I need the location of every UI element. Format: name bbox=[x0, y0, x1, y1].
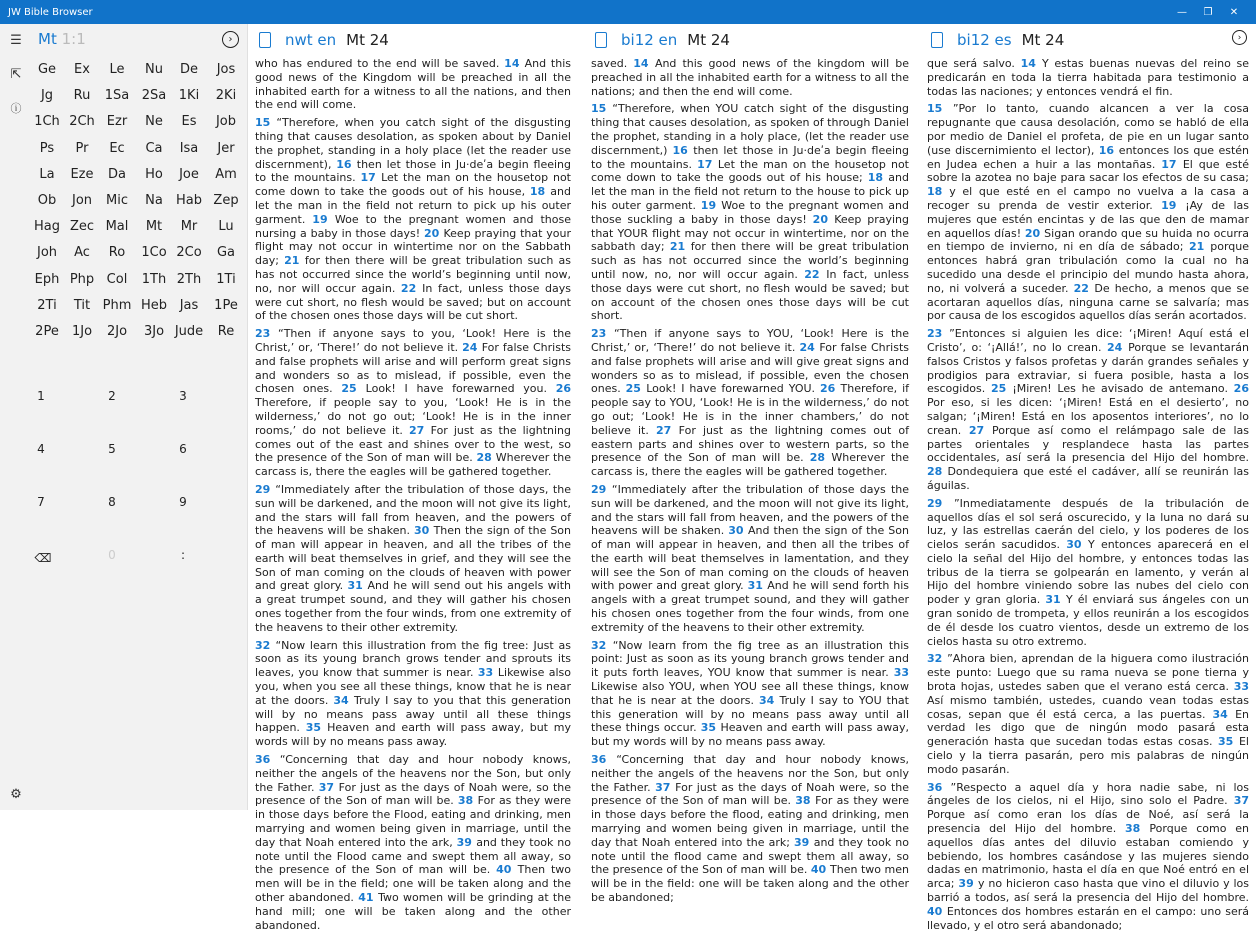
verse-number[interactable]: 18 bbox=[927, 185, 950, 199]
book-2ch[interactable]: 2Ch bbox=[69, 114, 95, 130]
paragraph bbox=[255, 639, 571, 749]
book-1sa[interactable]: 1Sa bbox=[104, 88, 130, 104]
paragraph bbox=[591, 639, 909, 749]
verse-number[interactable]: 20 bbox=[1024, 226, 1045, 240]
verse-text: “Then if anyone says to you, ‘Look! Here is the Christ,’ or, ‘There!’ do not believe it. bbox=[255, 327, 572, 354]
verse-text: For just as the days of Noah were, so the presence of the Son of man will be. bbox=[255, 780, 571, 808]
verse-text: For just as the days of Noah were, so the presence of the Son of man will be. bbox=[591, 780, 909, 808]
verse-text: For false Christs and false prophets will arise and will give great signs and wonders so as to mislead, if possible, even the chosen ones. bbox=[591, 340, 910, 396]
verse-number[interactable]: 16 bbox=[1098, 143, 1119, 157]
navigation-pane bbox=[0, 24, 248, 810]
book-job[interactable]: Job bbox=[215, 114, 237, 130]
book-ne[interactable]: Ne bbox=[145, 114, 163, 130]
book-1th[interactable]: 1Th bbox=[141, 271, 167, 287]
verse-text: Así mismo también, ustedes, cuando vean todas estas cosas, sepan que él está cerca, a las puertas. bbox=[927, 693, 1249, 721]
verse-text: Then two men will be in the field; one will be taken along and the other abandoned. bbox=[255, 863, 571, 905]
paragraph bbox=[255, 327, 571, 479]
verse-text: Heaven and earth will pass away, but my words will by no means pass away. bbox=[255, 721, 571, 749]
paragraph bbox=[927, 327, 1249, 493]
column-3-version: bi12 es bbox=[957, 31, 1012, 49]
book-1ti[interactable]: 1Ti bbox=[216, 271, 236, 287]
column-2-header[interactable] bbox=[595, 30, 730, 50]
book-ezr[interactable]: Ezr bbox=[106, 114, 128, 130]
column-1-reference: Mt 24 bbox=[346, 31, 389, 49]
maximize-icon[interactable]: ❐ bbox=[1203, 6, 1213, 18]
verse-number[interactable]: 31 bbox=[747, 579, 768, 593]
bible-book-icon bbox=[931, 32, 943, 48]
verse-text: Wherever the carcass is, there the eagles will be gathered together. bbox=[255, 451, 571, 479]
book-na[interactable]: Na bbox=[145, 193, 163, 208]
verse-text: El que esté sobre la azotea no baje para sacar los efectos de su casa; bbox=[927, 157, 1249, 185]
verse-number[interactable]: 32 bbox=[927, 652, 948, 666]
verse-text: y no hicieron caso hasta que vino el diluvio y los barrió a todos, así será la presencia del Hijo del hombre. bbox=[927, 877, 1249, 905]
verse-text: ”Entonces si alguien les dice: ‘¡Miren! Aquí está el Cristo’, o: ‘¡Allá!’, no lo crean. bbox=[927, 327, 1250, 354]
book-ob[interactable]: Ob bbox=[37, 193, 57, 208]
icon-rail bbox=[0, 24, 32, 810]
verse-number[interactable]: 20 bbox=[812, 212, 835, 226]
verse-number[interactable]: 25 bbox=[990, 382, 1013, 396]
book-es[interactable]: Es bbox=[181, 114, 197, 130]
verse-text: que será salvo. bbox=[927, 57, 1021, 70]
backspace-icon[interactable]: ⌫ bbox=[34, 551, 52, 565]
verse-number[interactable]: 35 bbox=[700, 721, 721, 735]
verse-text: Dondequiera que esté el cadáver, allí se reunirán las águilas. bbox=[927, 465, 1249, 492]
verse-text: Porque como en aquellos días antes del diluvio estaban comiendo y bebiendo, los hombres casándose y las mujeres siendo dadas en matrimonio, hasta el día en que Noé entró en el arca; bbox=[927, 822, 1249, 891]
verse-number[interactable]: 32 bbox=[255, 638, 276, 652]
verse-text: for then there will be great tribulation such as has not occurred since the world’s beginning until now, no, nor will occur again. bbox=[255, 254, 571, 295]
verse-number[interactable]: 23 bbox=[927, 327, 950, 341]
verse-text: ¡Miren! Les he avisado de antemano. bbox=[1012, 382, 1234, 396]
paragraph bbox=[927, 102, 1249, 323]
verse-text: and let the man in the field not return to pick up his outer garment. bbox=[255, 185, 571, 226]
verse-number[interactable]: 22 bbox=[804, 267, 827, 281]
verse-text: and they took no note until the flood came and swept them all away, so the presence of the Son of man will be. bbox=[591, 835, 910, 877]
bible-book-icon bbox=[259, 32, 271, 48]
column-2-reference: Mt 24 bbox=[687, 31, 730, 49]
verse-number[interactable]: 16 bbox=[672, 143, 694, 157]
book-jon[interactable]: Jon bbox=[71, 193, 93, 208]
hamburger-menu-icon[interactable]: ☰ bbox=[10, 32, 22, 48]
verse-number[interactable]: 38 bbox=[457, 794, 478, 808]
keypad-8[interactable]: 8 bbox=[108, 495, 116, 509]
book-2th[interactable]: 2Th bbox=[176, 271, 202, 287]
book-2jo[interactable]: 2Jo bbox=[106, 324, 128, 339]
verse-number[interactable]: 23 bbox=[591, 327, 614, 341]
verse-text: porque entonces habrá gran tribulación como la cual no ha sucedido una desde el principio del mundo hasta ahora, no, ni volverá a suceder. bbox=[927, 240, 1249, 295]
verse-text: then let those in Ju·deʹa begin fleeing to the mountains. bbox=[255, 157, 571, 185]
verse-number[interactable]: 38 bbox=[795, 794, 816, 808]
verse-number[interactable]: 21 bbox=[1189, 240, 1211, 254]
verse-number[interactable]: 36 bbox=[927, 780, 951, 794]
window-title: JW Bible Browser bbox=[8, 6, 93, 18]
verse-number[interactable]: 29 bbox=[591, 482, 612, 496]
verse-number[interactable]: 15 bbox=[591, 102, 613, 116]
verse-text: For just as the lightning comes out of the east and shines over to the west, so the presence of the Son of man will be. bbox=[255, 423, 571, 465]
verse-number[interactable]: 14 bbox=[633, 57, 655, 70]
verse-number[interactable]: 33 bbox=[477, 666, 498, 680]
book-zec[interactable]: Zec bbox=[69, 219, 95, 235]
paragraph bbox=[927, 57, 1249, 98]
column-1-header[interactable] bbox=[259, 30, 389, 50]
bible-book-icon bbox=[595, 32, 607, 48]
paragraph bbox=[591, 102, 909, 323]
verse-text: And this good news of the Kingdom will be preached in all the inhabited earth for a witness to all the nations, and then the end will come. bbox=[255, 57, 572, 112]
column-2-version: bi12 en bbox=[621, 31, 678, 49]
verse-number[interactable]: 34 bbox=[333, 693, 354, 707]
verse-text: Truly I say to you that this generation will by no means pass away until all these things happen. bbox=[255, 693, 571, 735]
verse-text: For just as the lightning comes out of eastern parts and shines over to western parts, so the presence of the Son of man will be. bbox=[591, 423, 909, 465]
verse-text: then let those in Ju·deʹa begin fleeing to the mountains. bbox=[591, 143, 909, 171]
verse-text: “Now learn from the fig tree as an illustration this point: Just as soon as its young branch grows tender and it puts forth leaves, YOU know that summer is near. bbox=[591, 638, 910, 680]
verse-number[interactable]: 39 bbox=[794, 835, 814, 849]
verse-text: Keep praying that YOUR flight may not occur in wintertime, nor on the sabbath day; bbox=[591, 212, 910, 254]
verse-number[interactable]: 27 bbox=[655, 423, 679, 437]
verse-text: El cielo y la tierra pasarán, pero mis palabras de ningún modo pasarán. bbox=[927, 735, 1249, 776]
keypad-colon[interactable]: : bbox=[180, 548, 186, 562]
book-zep[interactable]: Zep bbox=[213, 193, 239, 208]
verse-text: Sigan orando que su huida no ocurra en tiempo de invierno, ni en día de sábado; bbox=[927, 226, 1249, 254]
verse-text: saved. bbox=[591, 57, 634, 70]
verse-text: “Then if anyone says to YOU, ‘Look! Here is the Christ,’ or, ‘There!’ do not believe it. bbox=[591, 327, 909, 354]
column-3-reference: Mt 24 bbox=[1021, 31, 1065, 49]
keypad-6[interactable]: 6 bbox=[179, 442, 187, 456]
verse-text: Y él enviará sus ángeles con un gran sonido de trompeta, y ellos reunirán a los escogidos de él desde los cuatro vientos, desde un extremo de los cielos hasta su otro extremo. bbox=[927, 593, 1249, 648]
verse-text: In fact, unless those days were cut short, no flesh would be saved; but on account of the chosen ones those days will be cut short. bbox=[591, 267, 910, 323]
book-2ki[interactable]: 2Ki bbox=[215, 88, 237, 104]
verse-text: Truly I say to YOU that this generation will by no means pass away until all these things occur. bbox=[591, 693, 909, 735]
settings-gear-icon[interactable]: ⚙ bbox=[10, 786, 22, 802]
verse-text: For as they were in those days before the Flood, eating and drinking, men marrying and women being given in marriage, until the day that Noah entered into the ark, bbox=[255, 794, 571, 849]
book-jas[interactable]: Jas bbox=[179, 297, 199, 313]
paragraph bbox=[591, 57, 909, 98]
verse-number[interactable]: 22 bbox=[1073, 281, 1095, 295]
book-nu[interactable]: Nu bbox=[145, 62, 163, 77]
verse-text: “Therefore, when YOU catch sight of the disgusting thing that causes desolation, as spoken of through Daniel the prophet, standing in a holy place, (let the reader use discernment,) bbox=[591, 102, 909, 157]
verse-number[interactable]: 19 bbox=[700, 198, 722, 212]
verse-number[interactable]: 14 bbox=[1020, 57, 1042, 70]
keypad-2[interactable]: 2 bbox=[108, 389, 116, 403]
verse-number[interactable]: 17 bbox=[1161, 157, 1183, 171]
column-1-text bbox=[255, 57, 571, 936]
verse-number[interactable]: 15 bbox=[255, 116, 277, 130]
verse-text: “Concerning that day and hour nobody knows, neither the angels of the heavens nor the Son, but only the Father. bbox=[255, 753, 572, 794]
close-icon[interactable]: ✕ bbox=[1229, 6, 1239, 18]
book-joe[interactable]: Joe bbox=[179, 166, 199, 182]
verse-text: and let the man in the field not return to the house to pick up his outer garment. bbox=[591, 171, 909, 212]
verse-text: Let the man on the housetop not come down to take the goods out of his house, bbox=[255, 171, 571, 199]
keypad-0[interactable]: 0 bbox=[108, 548, 116, 562]
book-2ti[interactable]: 2Ti bbox=[37, 297, 57, 313]
verse-number[interactable]: 28 bbox=[809, 451, 832, 465]
verse-text: In fact, unless those days were cut short, no flesh would be saved; but on account of the chosen ones those days will be cut short. bbox=[255, 281, 571, 323]
verse-number[interactable]: 30 bbox=[413, 524, 434, 538]
verse-number[interactable]: 36 bbox=[591, 753, 617, 767]
verse-text: Por eso, si les dicen: ‘¡Miren! Está en el desierto’, no salgan; ‘¡Miren! Está en los aposentos interiores’, no lo crean. bbox=[927, 396, 1249, 437]
verse-number[interactable]: 18 bbox=[867, 171, 889, 185]
book-am[interactable]: Am bbox=[215, 166, 237, 182]
keypad-4[interactable]: 4 bbox=[37, 442, 45, 456]
verse-number[interactable]: 21 bbox=[669, 240, 691, 254]
verse-number[interactable]: 15 bbox=[927, 102, 953, 116]
book-mt[interactable]: Mt bbox=[145, 219, 163, 235]
book-jer[interactable]: Jer bbox=[217, 140, 235, 156]
verse-text: for then there will be great tribulation such as has not occurred since the world’s beginning until now, no, nor will occur again. bbox=[591, 240, 909, 281]
pin-icon[interactable]: ⇱ bbox=[10, 66, 22, 82]
book-hab[interactable]: Hab bbox=[176, 193, 202, 208]
book-mic[interactable]: Mic bbox=[106, 193, 128, 208]
verse-number[interactable]: 41 bbox=[358, 891, 379, 905]
verse-text: ”Por lo tanto, cuando alcancen a ver la cosa repugnante que causa desolación, como se habló de ella por medio de Daniel el profeta, de pie en un lugar santo (use discernimiento el lector), bbox=[927, 102, 1249, 157]
verse-text: entonces los que estén en Judea echen a huir a las montañas. bbox=[927, 143, 1249, 171]
column-1 bbox=[249, 24, 575, 932]
book-jg[interactable]: Jg bbox=[40, 88, 54, 104]
verse-number[interactable]: 40 bbox=[496, 863, 518, 877]
verse-text: ¡Ay de las mujeres que estén encintas y de las que den de mamar en aquellos días! bbox=[927, 198, 1250, 240]
verse-text: “Therefore, when you catch sight of the disgusting thing that causes desolation, as spoken about by Daniel the prophet, standing in a holy place (let the reader use discernment), bbox=[255, 116, 571, 171]
paragraph bbox=[927, 497, 1249, 649]
verse-text: For as they were in those days before the flood, eating and drinking, men marrying and women being given in marriage, until the day that Noah entered into the ark; bbox=[591, 794, 910, 849]
verse-text: Wherever the carcass is, there the eagles will be gathered together. bbox=[591, 451, 909, 479]
verse-text: “Now learn this illustration from the fig tree: Just as soon as its young branch grows tender and sprouts its leaves, you know that summer is near. bbox=[255, 638, 571, 680]
verse-number[interactable]: 32 bbox=[591, 638, 613, 652]
paragraph bbox=[255, 57, 571, 112]
next-chapter-icon[interactable]: › bbox=[1232, 30, 1247, 45]
paragraph bbox=[927, 781, 1249, 933]
verse-number[interactable]: 27 bbox=[968, 423, 993, 437]
keypad-3[interactable]: 3 bbox=[179, 389, 187, 403]
verse-number[interactable]: 36 bbox=[255, 753, 280, 767]
verse-number[interactable]: 31 bbox=[347, 579, 368, 593]
book-ru[interactable]: Ru bbox=[73, 88, 91, 104]
book-1jo[interactable]: 1Jo bbox=[71, 324, 93, 339]
verse-text: Therefore, if people say to you, ‘Look! He is in the wilderness,’ do not go out; ‘Look! He is in the inner rooms,’ do not believe it. bbox=[255, 396, 571, 437]
column-3 bbox=[921, 24, 1256, 932]
book-isa[interactable]: Isa bbox=[179, 140, 199, 156]
book-pr[interactable]: Pr bbox=[75, 140, 89, 156]
keypad-7[interactable]: 7 bbox=[37, 495, 45, 509]
verse-number[interactable]: 22 bbox=[400, 281, 423, 295]
paragraph bbox=[927, 652, 1249, 776]
book-re[interactable]: Re bbox=[217, 324, 235, 339]
book-da[interactable]: Da bbox=[108, 166, 126, 182]
verse-text: Therefore, if people say to YOU, ‘Look! He is in the wilderness,’ do not go out; ‘Look! He is in the inner chambers,’ do not believe it. bbox=[591, 382, 909, 437]
verse-text: Keep praying that your flight may not occur in wintertime nor on the Sabbath day; bbox=[255, 226, 571, 268]
verse-number[interactable]: 26 bbox=[1233, 382, 1249, 396]
verse-text: Then two men will be in the field: one will be taken along and the other be abandoned; bbox=[591, 863, 910, 905]
book-ac[interactable]: Ac bbox=[74, 245, 90, 261]
verse-number[interactable]: 35 bbox=[305, 721, 328, 735]
verse-text: y el que esté en el campo no vuelva a la casa a recoger su prenda de vestir exterior. bbox=[927, 185, 1250, 212]
verse-number[interactable]: 29 bbox=[927, 496, 954, 510]
verse-number[interactable]: 35 bbox=[1217, 735, 1239, 749]
paragraph bbox=[255, 753, 571, 932]
verse-number[interactable]: 28 bbox=[927, 465, 948, 479]
verse-number[interactable]: 29 bbox=[255, 482, 276, 496]
book-joh[interactable]: Joh bbox=[36, 245, 58, 261]
verse-text: Likewise also you, when you see all these things, know that he is near at the doors. bbox=[255, 666, 571, 707]
keypad-1[interactable]: 1 bbox=[37, 389, 45, 403]
verse-number[interactable]: 25 bbox=[625, 382, 647, 396]
book-ca[interactable]: Ca bbox=[145, 140, 163, 156]
book-ps[interactable]: Ps bbox=[39, 140, 55, 156]
book-ge[interactable]: Ge bbox=[37, 62, 57, 77]
book-la[interactable]: La bbox=[39, 166, 55, 182]
verse-text: “Immediately after the tribulation of those days the sun will be darkened, and the moon will not give its light, and the stars will fall from heaven, and the powers of the heavens will be shaken. bbox=[591, 482, 909, 538]
verse-text: De hecho, a menos que se acortaran aquellos días, ninguna carne se salvaría; mas por causa de los escogidos aquellos días serán acortados. bbox=[927, 281, 1249, 323]
verse-number[interactable]: 31 bbox=[1045, 593, 1066, 607]
keypad-9[interactable]: 9 bbox=[179, 495, 187, 509]
book-eph[interactable]: Eph bbox=[34, 271, 60, 287]
verse-number[interactable]: 30 bbox=[728, 524, 748, 538]
verse-text: ”Inmediatamente después de la tribulación de aquellos días el sol será oscurecido, y la luna no dará su luz, y las estrellas caerán del cielo, y los poderes de los cielos serán sacudidos. bbox=[927, 496, 1249, 552]
verse-text: “Concerning that day and hour nobody knows, neither the angels of the heavens nor the Son, but only the Father. bbox=[591, 753, 909, 794]
verse-number[interactable]: 40 bbox=[927, 904, 947, 918]
book-1co[interactable]: 1Co bbox=[141, 245, 167, 261]
paragraph bbox=[591, 483, 909, 635]
verse-number[interactable]: 17 bbox=[697, 157, 718, 171]
book-mr[interactable]: Mr bbox=[180, 219, 198, 235]
paragraph bbox=[255, 483, 571, 635]
verse-text: Porque se levantarán falsos Cristos y falsos profetas y darán grandes señales y prodigios para extraviar, si fuera posible, hasta a los escogidos. bbox=[927, 340, 1250, 396]
book-le[interactable]: Le bbox=[109, 62, 125, 77]
verse-text: Entonces dos hombres estarán en el campo: uno será llevado, y el otro será abandonado; bbox=[927, 904, 1249, 932]
paragraph bbox=[591, 327, 909, 479]
verse-number[interactable]: 27 bbox=[408, 423, 431, 437]
title-bar bbox=[0, 0, 1256, 24]
book-lu[interactable]: Lu bbox=[218, 219, 234, 235]
book-mal[interactable]: Mal bbox=[105, 219, 129, 235]
book-3jo[interactable]: 3Jo bbox=[143, 324, 165, 339]
verse-text: “Immediately after the tribulation of those days, the sun will be darkened, and the moon will not give its light, and the stars will fall from heaven, and the powers of the heavens will be shaken. bbox=[255, 482, 571, 538]
verse-number[interactable]: 24 bbox=[1106, 340, 1129, 354]
verse-number[interactable]: 33 bbox=[1233, 680, 1249, 694]
book-eze[interactable]: Eze bbox=[70, 166, 94, 182]
verse-number[interactable]: 39 bbox=[958, 877, 978, 891]
book-jos[interactable]: Jos bbox=[216, 62, 236, 77]
book-php[interactable]: Php bbox=[69, 271, 95, 287]
verse-text: Heaven and earth will pass away, but my words will by no means pass away. bbox=[591, 721, 909, 749]
verse-text: ”Respecto a aquel día y hora nadie sabe, ni los ángeles de los cielos, ni el Hijo, sino solo el Padre. bbox=[927, 780, 1249, 808]
verse-number[interactable]: 17 bbox=[360, 171, 382, 185]
current-book: Mt bbox=[38, 30, 57, 48]
column-2-text bbox=[591, 57, 909, 909]
verse-number[interactable]: 39 bbox=[456, 835, 477, 849]
verse-text: And he will send out his angels with a great trumpet sound, and they will gather his chosen ones together from the four winds, from one extremity of the heavens to their other extremity. bbox=[255, 579, 571, 634]
verse-number[interactable]: 37 bbox=[1233, 794, 1249, 808]
verse-text: Porque así como el relámpago sale de las partes orientales y resplandece hasta las partes occidentales, así será la presencia del Hijo del hombre. bbox=[927, 423, 1249, 465]
verse-text: En verdad les digo que de ningún modo pasará esta generación hasta que sucedan todas estas cosas. bbox=[927, 707, 1249, 749]
column-2 bbox=[585, 24, 911, 905]
verse-text: Likewise also YOU, when YOU see all these things, know that he is near at the doors. bbox=[591, 680, 909, 707]
book-heb[interactable]: Heb bbox=[140, 297, 168, 313]
verse-number[interactable]: 24 bbox=[462, 340, 482, 354]
current-reference bbox=[38, 30, 86, 48]
verse-number[interactable]: 37 bbox=[655, 780, 676, 794]
verse-text: ”Ahora bien, aprendan de la higuera como ilustración este punto: Luego que su rama nueva se pone tierna y brota hojas, ustedes saben que el verano está cerca. bbox=[927, 652, 1249, 694]
verse-number[interactable]: 19 bbox=[312, 212, 335, 226]
verse-number[interactable]: 34 bbox=[758, 693, 780, 707]
verse-number[interactable]: 37 bbox=[318, 780, 339, 794]
book-1pe[interactable]: 1Pe bbox=[214, 297, 238, 313]
verse-text: And then the sign of the Son of man will appear in heaven, and then all the tribes of the earth will beat themselves in lamentation, and they will see the Son of man coming on the clouds of heaven with power and great glory. bbox=[591, 524, 909, 593]
verse-number[interactable]: 20 bbox=[424, 226, 444, 240]
verse-text: And he will send forth his angels with a great trumpet sound, and they will gather his chosen ones together from the four winds, from one extremity of the heavens to their other extremity. bbox=[591, 579, 910, 634]
verse-number[interactable]: 34 bbox=[1212, 707, 1236, 721]
verse-text: Let the man on the housetop not come down to take the goods out of his house; bbox=[591, 157, 909, 185]
verse-text: For false Christs and false prophets will arise and will perform great signs and wonders so as to mislead, if possible, even the chosen ones. bbox=[255, 340, 572, 396]
column-3-text bbox=[927, 57, 1249, 936]
book-jude[interactable]: Jude bbox=[174, 324, 204, 339]
verse-text: and they took no note until the Flood came and swept them all away, so the presence of the Son of man will be. bbox=[255, 835, 572, 877]
paragraph bbox=[591, 753, 909, 905]
verse-text: who has endured to the end will be saved. bbox=[255, 57, 505, 70]
verse-text: Then the sign of the Son of man will appear in heaven, and all the tribes of the earth will beat themselves in grief, and they will see the Son of man coming on the clouds of heaven with power and great glory. bbox=[255, 524, 572, 593]
book-ec[interactable]: Ec bbox=[109, 140, 125, 156]
book-1ki[interactable]: 1Ki bbox=[178, 88, 200, 104]
verse-text: Look! I have forewarned YOU. bbox=[646, 382, 820, 396]
current-chapter-verse: 1:1 bbox=[61, 30, 86, 48]
book-ho[interactable]: Ho bbox=[145, 166, 163, 182]
verse-number[interactable]: 14 bbox=[504, 57, 525, 70]
verse-number[interactable]: 24 bbox=[799, 340, 820, 354]
book-2sa[interactable]: 2Sa bbox=[141, 88, 167, 104]
book-ro[interactable]: Ro bbox=[108, 245, 126, 261]
keypad-5[interactable]: 5 bbox=[108, 442, 116, 456]
book-de[interactable]: De bbox=[179, 62, 198, 77]
verse-number[interactable]: 38 bbox=[1124, 822, 1150, 836]
go-arrow-icon[interactable]: › bbox=[222, 31, 239, 48]
verse-number[interactable]: 23 bbox=[255, 327, 278, 341]
verse-text: And this good news of the kingdom will be preached in all the inhabited earth for a witness to all the nations; and then the end will come. bbox=[591, 57, 909, 98]
book-col[interactable]: Col bbox=[106, 271, 128, 287]
book-1ch[interactable]: 1Ch bbox=[34, 114, 60, 130]
book-2pe[interactable]: 2Pe bbox=[35, 324, 59, 339]
book-ex[interactable]: Ex bbox=[74, 62, 90, 77]
verse-number[interactable]: 21 bbox=[284, 254, 305, 268]
verse-number[interactable]: 26 bbox=[555, 382, 571, 396]
column-3-header[interactable] bbox=[931, 30, 1064, 50]
column-1-version: nwt en bbox=[285, 31, 337, 49]
verse-number[interactable]: 19 bbox=[1161, 198, 1186, 212]
verse-number[interactable]: 28 bbox=[476, 451, 496, 465]
verse-text: Y estas buenas nuevas del reino se predicarán en toda la tierra habitada para testimonio a todas las naciones; y entonces vendrá el fin. bbox=[927, 57, 1250, 98]
verse-number[interactable]: 40 bbox=[810, 863, 831, 877]
verse-number[interactable]: 25 bbox=[341, 382, 366, 396]
verse-number[interactable]: 18 bbox=[529, 185, 551, 199]
book-tit[interactable]: Tit bbox=[73, 297, 91, 313]
book-hag[interactable]: Hag bbox=[34, 219, 60, 235]
verse-text: Y entonces aparecerá en el cielo la señal del Hijo del hombre, y entonces todas las tribus de la tierra se golpearán en lamento, y verán al Hijo del hombre viniendo sobre las nubes del cielo con poder y gran gloria. bbox=[927, 538, 1249, 607]
verse-text: Woe to the pregnant women and those suckling a baby in those days! bbox=[591, 198, 909, 226]
verse-number[interactable]: 33 bbox=[893, 666, 909, 680]
book-2co[interactable]: 2Co bbox=[176, 245, 202, 261]
book-ga[interactable]: Ga bbox=[216, 245, 236, 261]
verse-text: Two women will be grinding at the hand mill; one will be taken along and the other abandoned. bbox=[255, 891, 571, 932]
verse-number[interactable]: 30 bbox=[1066, 538, 1089, 552]
minimize-icon[interactable]: — bbox=[1177, 6, 1187, 18]
paragraph bbox=[255, 116, 571, 323]
info-icon[interactable]: ⓘ bbox=[10, 102, 22, 115]
verse-number[interactable]: 16 bbox=[336, 157, 357, 171]
verse-text: Woe to the pregnant women and those nursing a baby in those days! bbox=[255, 212, 571, 240]
verse-text: Look! I have forewarned you. bbox=[365, 382, 556, 396]
verse-number[interactable]: 26 bbox=[819, 382, 841, 396]
book-phm[interactable]: Phm bbox=[102, 297, 132, 313]
verse-text: Porque así como eran los días de Noé, así será la presencia del Hijo del hombre. bbox=[927, 808, 1249, 836]
